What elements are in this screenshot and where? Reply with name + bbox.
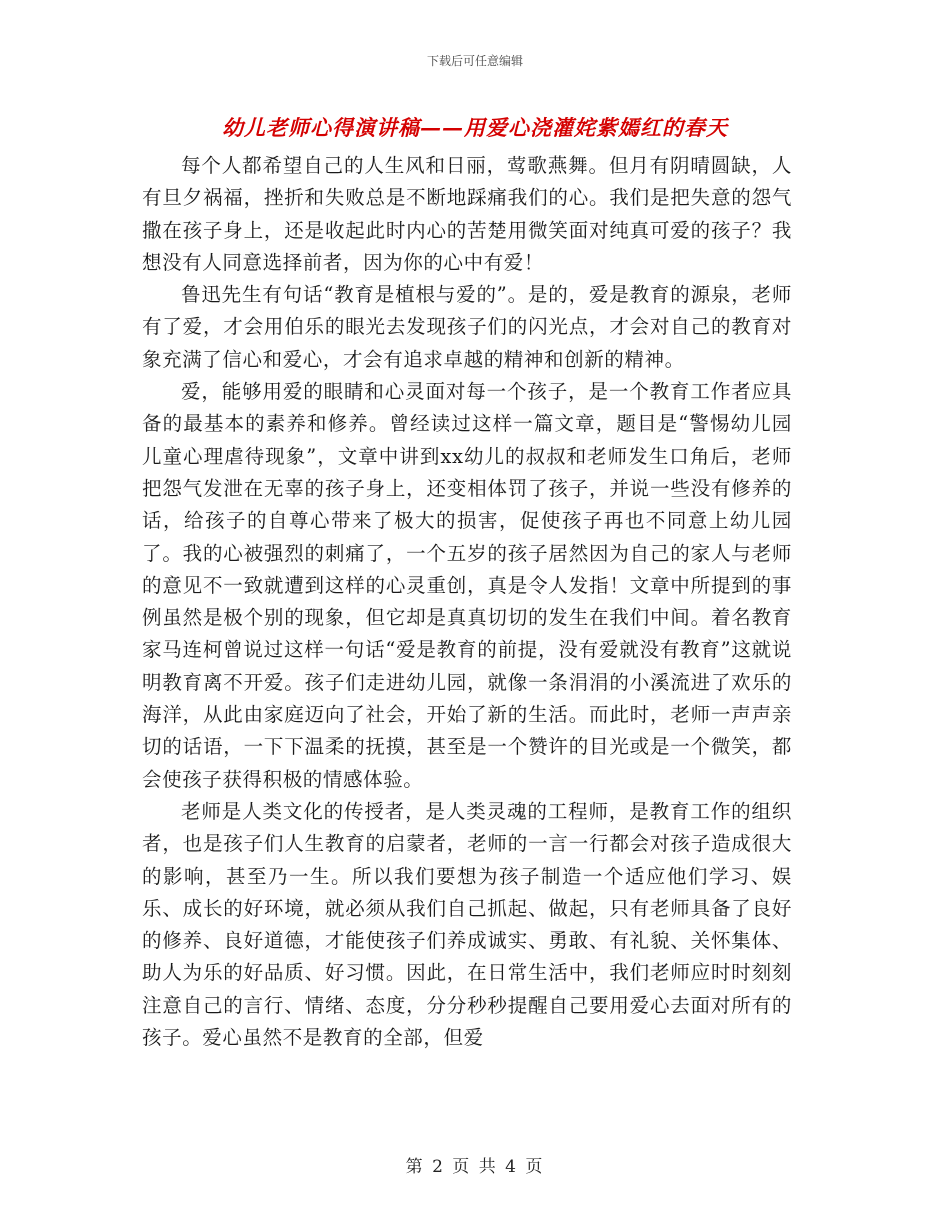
document-body [142, 150, 792, 1054]
paragraph-4: 老师是人类文化的传授者，是人类灵魂的工程师，是教育工作的组织者，也是孩子们人生教育的启蒙者，老师的一言一行都会对孩子造成很大的影响，甚至乃一生。所以我们要想为孩子制造一个适应他们学习、娱乐、成长的好环境，就必须从我们自己抓起、做起，只有老师具备了良好的修养、良好道德，才能使孩子们养成诚实、勇敢、有礼貌、关怀集体、助人为乐的好品质、好习惯。因此，在日常生活中，我们老师应时时刻刻注意自己的言行、情绪、态度，分分秒秒提醒自己要用爱心去面对所有的孩子。爱心虽然不是教育的全部，但爱 [142, 799, 792, 1050]
paragraph-1: 每个人都希望自己的人生风和日丽，莺歌燕舞。但月有阴晴圆缺，人有旦夕祸福，挫折和失败总是不断地踩痛我们的心。我们是把失意的怨气撒在孩子身上，还是收起此时内心的苦楚用微笑面对纯真可爱的孩子？我想没有人同意选择前者，因为你的心中有爱！ [142, 154, 792, 274]
paragraph-3: 爱，能够用爱的眼睛和心灵面对每一个孩子，是一个教育工作者应具备的最基本的素养和修养。曾经读过这样一篇文章，题目是“警惕幼儿园儿童心理虐待现象”，文章中讲到xx幼儿的叔叔和老师发生口角后，老师把怨气发泄在无辜的孩子身上，还变相体罚了孩子，并说一些没有修养的话，给孩子的自尊心带来了极大的损害，促使孩子再也不同意上幼儿园了。我的心被强烈的刺痛了，一个五岁的孩子居然因为自己的家人与老师的意见不一致就遭到这样的心灵重创，真是令人发指！文章中所提到的事例虽然是极个别的现象，但它却是真真切切的发生在我们中间。着名教育家马连柯曾说过这样一句话“爱是教育的前提，没有爱就没有教育”这就说明教育离不开爱。孩子们走进幼儿园，就像一条涓涓的小溪流进了欢乐的海洋，从此由家庭迈向了社会，开始了新的生活。而此时，老师一声声亲切的话语，一下下温柔的抚摸，甚至是一个赞许的目光或是一个微笑，都会使孩子获得积极的情感体验。 [142, 380, 792, 791]
document-title: 幼儿老师心得演讲稿——用爱心浇灌姹紫嫣红的春天 [222, 115, 728, 140]
page-number-footer: 第 2 页 共 4 页 [405, 1157, 545, 1177]
paragraph-2: 鲁迅先生有句话“教育是植根与爱的”。是的，爱是教育的源泉，老师有了爱，才会用伯乐的眼光去发现孩子们的闪光点，才会对自己的教育对象充满了信心和爱心，才会有追求卓越的精神和创新的精神。 [142, 283, 792, 371]
page-header-note: 下载后可任意编辑 [426, 54, 523, 68]
